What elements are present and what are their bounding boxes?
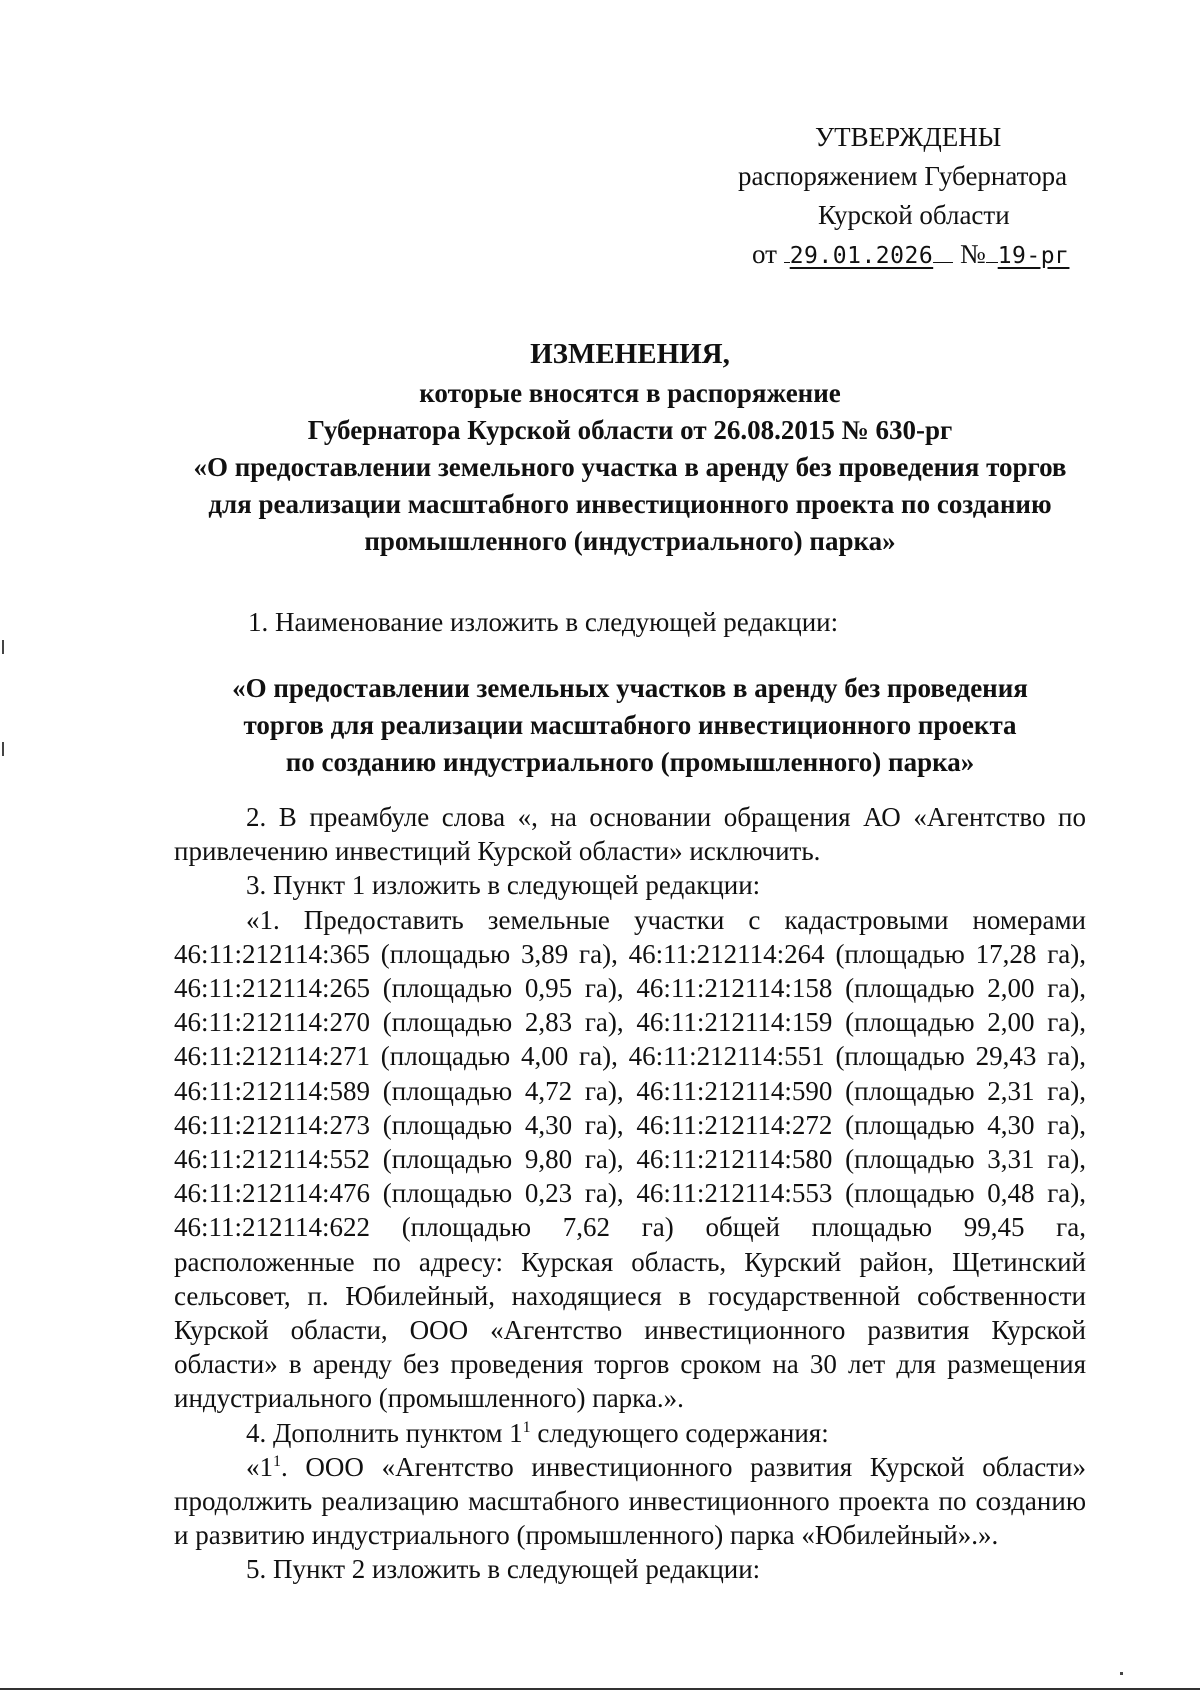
approval-date-line <box>700 235 1120 276</box>
approval-block <box>700 118 1120 276</box>
new-name-block <box>150 670 1110 781</box>
scan-mark <box>2 640 4 654</box>
title-line: Губернатора Курской области от 26.08.2015 № 630-рг <box>307 415 953 445</box>
title-line: для реализации масштабного инвестиционного проекта по созданию <box>208 489 1052 519</box>
item-1: 1. Наименование изложить в следующей редакции: <box>248 607 839 637</box>
item-2: 2. В преамбуле слова «, на основании обращения АО «Агентство по привлечению инвестиций Курской области» исключить. <box>174 802 1086 867</box>
title-line: которые вносятся в распоряжение <box>419 378 841 408</box>
new-name-line: «О предоставлении земельных участков в аренду без проведения <box>232 673 1028 703</box>
item-4-after: следующего содержания: <box>530 1417 829 1448</box>
number-prefix: № <box>959 239 986 269</box>
decree-number: 19-рг <box>997 243 1070 269</box>
new-name-line: по созданию индустриального (промышленного) парка» <box>285 747 975 777</box>
item-4-superscript: 1 <box>522 1418 531 1436</box>
date-prefix: от <box>752 239 777 269</box>
document-title <box>150 336 1110 560</box>
item-4 <box>174 1416 1086 1450</box>
decree-date: 29.01.2026 <box>789 243 934 269</box>
title-line: «О предоставлении земельного участка в аренду без проведения торгов <box>193 452 1067 482</box>
scan-mark <box>2 742 4 756</box>
scan-bottom-edge <box>0 1688 1200 1690</box>
item-4-quote-superscript: 1 <box>273 1452 281 1470</box>
item-5: 5. Пункт 2 изложить в следующей редакции: <box>246 1554 761 1585</box>
item-4-quote-open: «1 <box>246 1451 273 1482</box>
approval-line-3: Курской области <box>818 200 1010 230</box>
item-4-quote-text: . ООО «Агентство инвестиционного развития Курской области» продолжить реализацию масштабного инвестиционного проекта по созданию и развитию индустриального (промышленного) парка «Юбилейный».». <box>174 1451 1086 1551</box>
item-3: 3. Пункт 1 изложить в следующей редакции: <box>246 870 761 901</box>
document-body <box>174 800 1086 1587</box>
title-line: промышленного (индустриального) парка» <box>364 526 896 556</box>
item-4-text <box>174 1450 1086 1553</box>
approval-line-2: распоряжением Губернатора <box>738 161 1068 191</box>
item-3-text: «1. Предоставить земельные участки с кадастровыми номерами 46:11:212114:365 (площадью 3,89 га), 46:11:212114:264 (площадью 17,28 га), 46:11:212114:265 (площадью 0,95 га), 46:11:212114:158 (площадью 2,00 га), 46:11:212114:270 (площадью 2,83 га), 46:11:212114:159 (площадью 2,00 га), 46:11:212114:271 (площадью 4,00 га), 46:11:212114:551 (площадью 29,43 га), 46:11:212114:589 (площадью 4,72 га), 46:11:212114:590 (площадью 2,31 га), 46:11:212114:273 (площадью 4,30 га), 46:11:212114:272 (площадью 4,30 га), 46:11:212114:552 (площадью 9,80 га), 46:11:212114:580 (площадью 3,31 га), 46:11:212114:476 (площадью 0,23 га), 46:11:212114:553 (площадью 0,48 га), 46:11:212114:622 (площадью 7,62 га) общей площадью 99,45 га, расположенные по адресу: Курская область, Курский район, Щетинский сельсовет, п. Юбилейный, находящиеся в государственной собственности Курской области, ООО «Агентство инвестиционного развития Курской области» в аренду без проведения торгов сроком на 30 лет для размещения индустриального (промышленного) парка.». <box>174 904 1086 1414</box>
new-name-line: торгов для реализации масштабного инвестиционного проекта <box>243 710 1017 740</box>
title-heading: ИЗМЕНЕНИЯ, <box>530 338 730 370</box>
item-4-before: 4. Дополнить пунктом 1 <box>246 1417 523 1448</box>
scan-mark <box>1120 1672 1123 1675</box>
approval-title: УТВЕРЖДЕНЫ <box>815 122 1002 152</box>
